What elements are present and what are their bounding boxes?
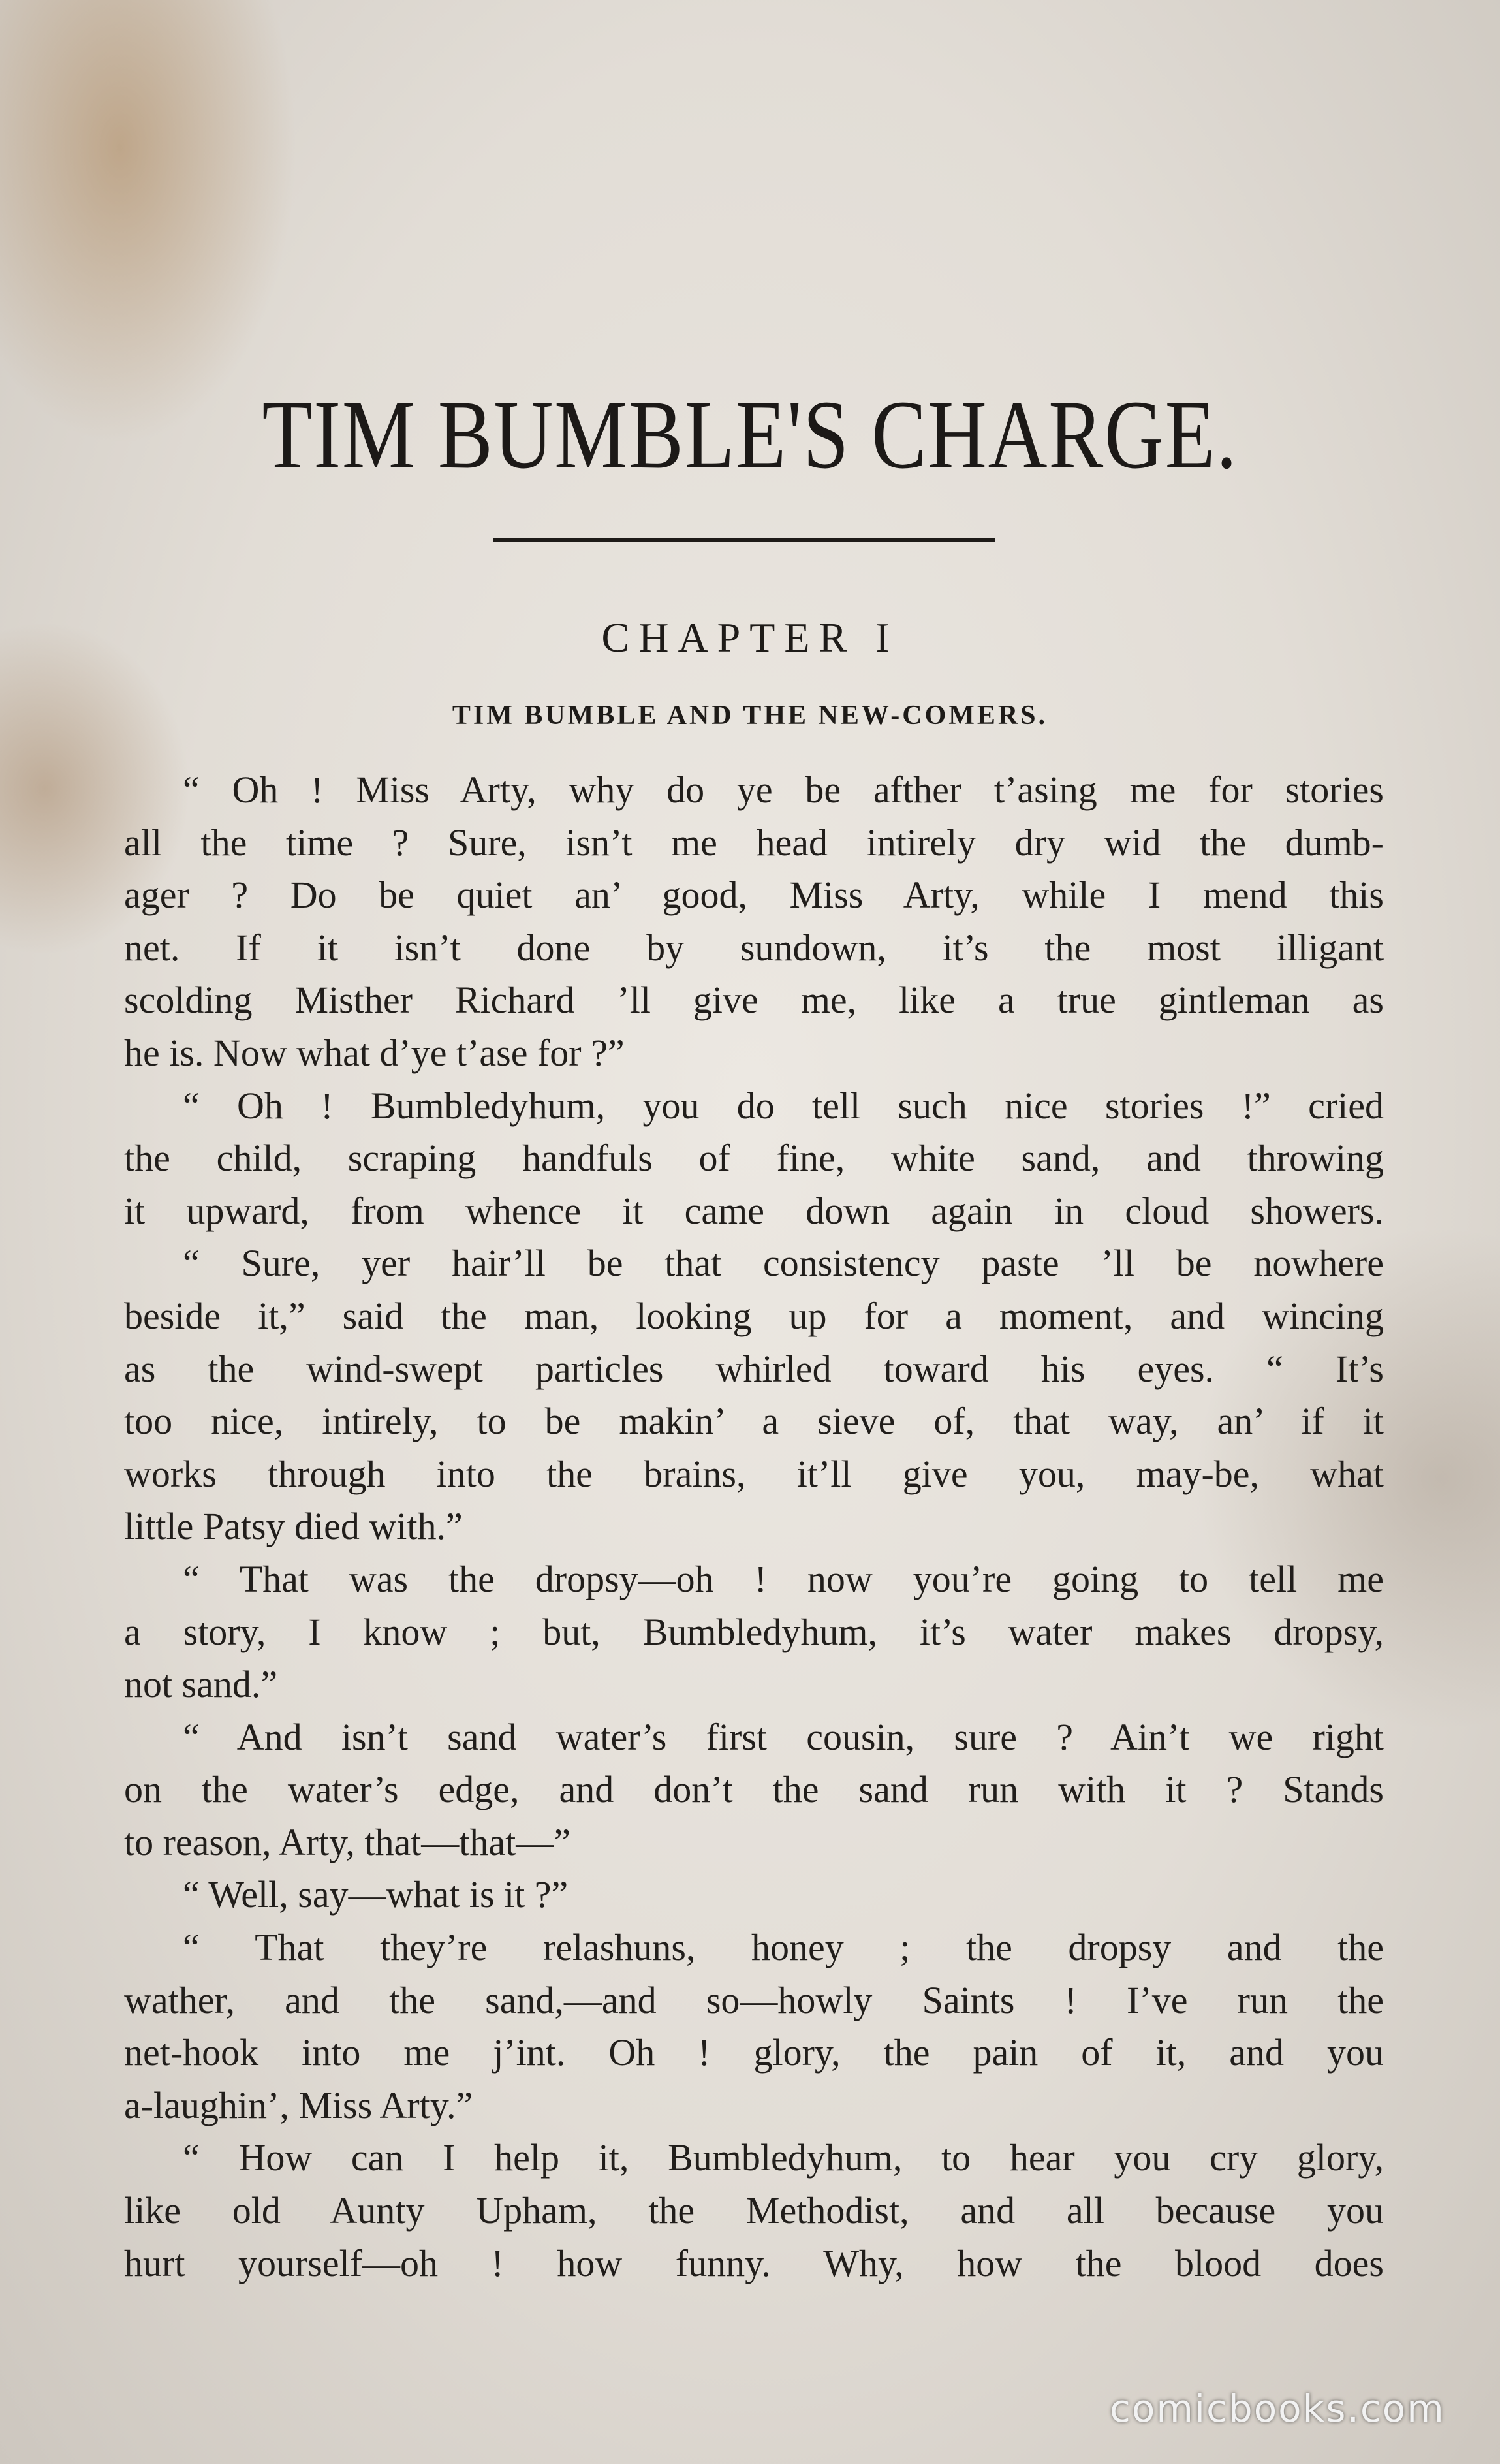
text-line: on the water’s edge, and don’t the sand run with it ? Stands xyxy=(124,1768,1384,1811)
text-line: like old Aunty Upham, the Methodist, and all because you xyxy=(124,2189,1384,2232)
text-line: the child, scraping handfuls of fine, white sand, and throwing xyxy=(124,1137,1384,1180)
chapter-subtitle: TIM BUMBLE AND THE NEW-COMERS. xyxy=(452,701,1048,731)
text-line: wather, and the sand,—and so—howly Saints ! I’ve run the xyxy=(124,1978,1384,2021)
text-line: “ Oh ! Miss Arty, why do ye be afther t’asing me for stories xyxy=(183,768,1384,811)
text-line: “ Well, say—what is it ?” xyxy=(183,1873,569,1916)
text-line: it upward, from whence it came down again in cloud showers. xyxy=(124,1189,1384,1232)
text-line: little Patsy died with.” xyxy=(124,1505,463,1548)
text-line: “ And isn’t sand water’s first cousin, sure ? Ain’t we right xyxy=(183,1715,1384,1758)
text-line: hurt yourself—oh ! how funny. Why, how the blood does xyxy=(124,2241,1384,2284)
text-line: not sand.” xyxy=(124,1663,278,1706)
text-line: scolding Misther Richard ’ll give me, like a true gintleman as xyxy=(124,979,1384,1022)
body-text xyxy=(124,764,1384,2290)
story-title: TIM BUMBLE'S CHARGE. xyxy=(262,381,1238,489)
text-line: “ That they’re relashuns, honey ; the dropsy and the xyxy=(183,1926,1384,1969)
chapter-heading: CHAPTER I xyxy=(601,614,899,661)
text-line: to reason, Arty, that—that—” xyxy=(124,1820,571,1863)
text-line: net. If it isn’t done by sundown, it’s the most illigant xyxy=(124,926,1384,969)
text-line: as the wind-swept particles whirled toward his eyes. “ It’s xyxy=(124,1347,1384,1390)
text-line: he is. Now what d’ye t’ase for ?” xyxy=(124,1031,625,1074)
text-line: “ That was the dropsy—oh ! now you’re going to tell me xyxy=(183,1557,1384,1600)
text-line: all the time ? Sure, isn’t me head intirely dry wid the dumb- xyxy=(124,821,1384,864)
title-rule xyxy=(493,538,995,542)
text-line: “ Sure, yer hair’ll be that consistency paste ’ll be nowhere xyxy=(183,1242,1384,1285)
text-line: too nice, intirely, to be makin’ a sieve of, that way, an’ if it xyxy=(124,1400,1384,1443)
text-line: beside it,” said the man, looking up for a moment, and wincing xyxy=(124,1294,1384,1337)
watermark: comicbooks.com xyxy=(1110,2386,1445,2431)
text-line: a story, I know ; but, Bumbledyhum, it’s water makes dropsy, xyxy=(124,1610,1384,1653)
text-line: “ Oh ! Bumbledyhum, you do tell such nice stories !” cried xyxy=(183,1084,1384,1127)
text-line: a-laughin’, Miss Arty.” xyxy=(124,2083,473,2126)
text-line: ager ? Do be quiet an’ good, Miss Arty, while I mend this xyxy=(124,874,1384,917)
text-line: works through into the brains, it’ll give you, may-be, what xyxy=(124,1452,1384,1495)
text-line: net-hook into me j’int. Oh ! glory, the pain of it, and you xyxy=(124,2031,1384,2074)
text-line: “ How can I help it, Bumbledyhum, to hear you cry glory, xyxy=(183,2136,1384,2179)
